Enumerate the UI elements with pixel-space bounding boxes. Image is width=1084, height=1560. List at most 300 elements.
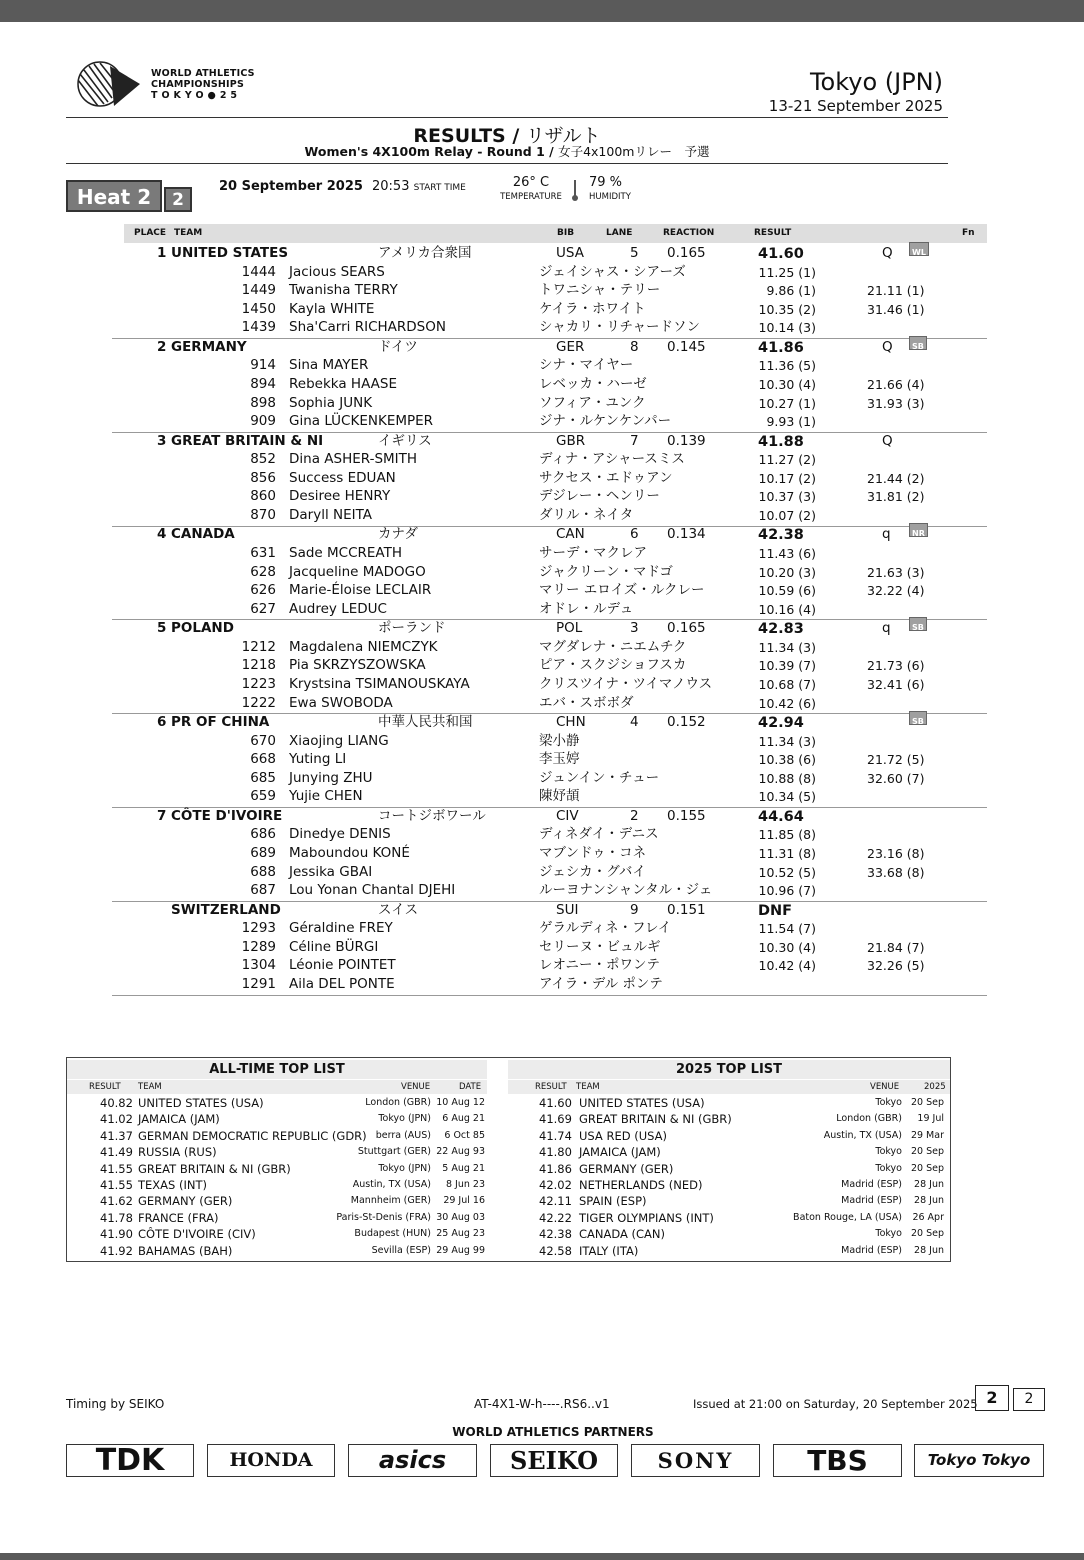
- subtitle-divider: [66, 163, 948, 164]
- all-time-header: RESULT TEAM VENUE DATE: [67, 1080, 487, 1094]
- top-list-team: CÔTE D'IVOIRE (CIV): [138, 1227, 256, 1242]
- athlete-bib: 1289: [241, 938, 276, 955]
- athlete-name-jp: エバ・スボボダ: [539, 694, 634, 711]
- team-row: [0, 713, 1084, 732]
- athlete-split: 9.93 (1): [766, 414, 816, 430]
- athlete-split: 10.38 (6): [758, 752, 816, 768]
- athlete-split: 10.39 (7): [758, 658, 816, 674]
- sponsor-sony: SONY: [631, 1444, 760, 1477]
- top-list-team: FRANCE (FRA): [138, 1210, 219, 1225]
- athlete-row: [0, 656, 1084, 675]
- qualification-mark: Q: [882, 245, 893, 261]
- athlete-name: Jacious SEARS: [289, 263, 385, 280]
- top-list-team: NETHERLANDS (NED): [579, 1178, 703, 1192]
- athlete-name: Aila DEL PONTE: [289, 976, 395, 992]
- top-list-venue: Austin, TX (USA): [823, 1129, 902, 1141]
- top-list-row: [67, 1243, 487, 1259]
- athlete-row: [0, 394, 1084, 413]
- top-list-row: [67, 1128, 487, 1144]
- top-list-result: 42.22: [539, 1210, 572, 1225]
- athlete-bib: 1223: [241, 676, 276, 692]
- athlete-split: 11.34 (3): [758, 733, 816, 749]
- top-list-venue: Madrid (ESP): [841, 1244, 902, 1256]
- team-lane: 6: [630, 526, 639, 543]
- top-list-date: 10 Aug 12: [436, 1097, 485, 1108]
- top-list-date: 26 Apr: [912, 1211, 944, 1223]
- top-list-venue: London (GBR): [836, 1113, 902, 1125]
- athlete-name: Desiree HENRY: [289, 488, 391, 505]
- athlete-name: Marie-Éloise LECLAIR: [289, 582, 432, 599]
- athlete-name-jp: ゲラルディネ・フレイ: [539, 920, 672, 937]
- athlete-split: 10.52 (5): [758, 864, 816, 880]
- top-list-row: [508, 1243, 950, 1259]
- athlete-name: Krystsina TSIMANOUSKAYA: [289, 676, 470, 692]
- athlete-cumulative: 31.93 (3): [867, 395, 925, 411]
- team-name-jp: イギリス: [378, 432, 432, 449]
- top-list-venue: Baton Rouge, LA (USA): [793, 1211, 902, 1223]
- athlete-name-jp: ジェイシャス・シアーズ: [539, 263, 686, 280]
- top-list-team: UNITED STATES (USA): [138, 1096, 264, 1110]
- athlete-bib: 1449: [241, 282, 276, 299]
- top-list-row: [508, 1128, 950, 1144]
- athlete-bib: 687: [250, 882, 276, 899]
- athlete-bib: 627: [250, 600, 276, 617]
- team-lane: 3: [630, 620, 639, 637]
- athlete-row: [0, 581, 1084, 600]
- top-list-row: [508, 1210, 950, 1226]
- top-list-result: 41.62: [100, 1194, 133, 1209]
- team-reaction: 0.165: [667, 245, 706, 261]
- top-list-row: [508, 1095, 950, 1111]
- team-place: 3: [157, 432, 167, 449]
- team-lane: 4: [630, 714, 639, 730]
- top-list-date: 19 Jul: [917, 1113, 944, 1125]
- athlete-row: [0, 506, 1084, 525]
- athlete-name: Ewa SWOBODA: [289, 694, 393, 711]
- team-reaction: 0.165: [667, 620, 706, 637]
- top-list-result: 42.02: [539, 1178, 572, 1192]
- athlete-bib: 1304: [241, 957, 276, 974]
- athlete-name-jp: 陳妤頡: [539, 788, 580, 805]
- team-row: [0, 432, 1084, 451]
- athlete-name-jp: レオニー・ポワンテ: [539, 957, 660, 974]
- athlete-split: 11.31 (8): [758, 846, 816, 861]
- athlete-row: [0, 844, 1084, 863]
- team-lane: 7: [630, 432, 639, 449]
- team-reaction: 0.145: [667, 338, 706, 355]
- athlete-split: 10.88 (8): [758, 770, 816, 786]
- team-reaction: 0.155: [667, 807, 706, 824]
- all-time-top-list: [67, 1058, 487, 1261]
- qualification-mark: Q: [882, 338, 893, 355]
- top-list-row: [508, 1111, 950, 1127]
- athlete-row: [0, 675, 1084, 694]
- top-list-result: 41.69: [539, 1112, 572, 1127]
- top-list-row: [67, 1144, 487, 1160]
- sponsor-tokyo-tokyo: Tokyo Tokyo: [914, 1444, 1044, 1477]
- athlete-split: 11.43 (6): [758, 546, 816, 561]
- athlete-bib: 856: [250, 469, 276, 486]
- page-number: 2: [975, 1385, 1009, 1411]
- athlete-name-jp: デジレー・ヘンリー: [539, 488, 660, 505]
- top-list-date: 5 Aug 21: [442, 1162, 485, 1174]
- top-list-team: TEXAS (INT): [138, 1178, 207, 1192]
- athlete-name-jp: ダリル・ネイタ: [539, 507, 634, 523]
- athlete-name: Kayla WHITE: [289, 300, 375, 317]
- top-list-venue: Budapest (HUN): [354, 1228, 431, 1240]
- top-list-date: 29 Aug 99: [436, 1244, 485, 1256]
- athlete-name: Dina ASHER-SMITH: [289, 451, 418, 468]
- athlete-bib: 1212: [241, 638, 276, 655]
- top-list-result: 41.37: [100, 1128, 133, 1143]
- top-list-date: 28 Jun: [914, 1195, 944, 1207]
- athlete-name-jp: ジュンイン・チュー: [539, 769, 660, 786]
- top-list-venue: Madrid (ESP): [841, 1195, 902, 1207]
- team-row: [0, 338, 1084, 357]
- athlete-bib: 898: [250, 394, 276, 411]
- athlete-cumulative: 21.44 (2): [867, 470, 925, 486]
- top-list-team: GREAT BRITAIN & NI (GBR): [138, 1161, 291, 1176]
- athlete-row: [0, 975, 1084, 994]
- athlete-row: [0, 318, 1084, 337]
- athlete-split: 10.42 (4): [758, 958, 816, 974]
- team-country: CHN: [556, 714, 586, 730]
- record-badge: SB: [909, 617, 927, 631]
- athlete-cumulative: 32.26 (5): [867, 958, 925, 974]
- athlete-bib: 668: [250, 751, 276, 768]
- team-row: [0, 525, 1084, 544]
- top-border: [0, 0, 1084, 22]
- team-name: GREAT BRITAIN & NI: [171, 432, 324, 449]
- team-reaction: 0.139: [667, 432, 706, 449]
- humidity: 79 % HUMIDITY: [589, 175, 631, 202]
- athlete-row: [0, 638, 1084, 657]
- top-list-result: 41.55: [100, 1161, 133, 1176]
- athlete-name-jp: シャカリ・リチャードソン: [539, 319, 701, 336]
- top-list-row: [67, 1177, 487, 1193]
- team-country: POL: [556, 620, 583, 637]
- athlete-bib: 685: [250, 769, 276, 786]
- athlete-split: 10.16 (4): [758, 601, 816, 617]
- athlete-name: Yujie CHEN: [289, 788, 363, 805]
- qualification-mark: q: [882, 620, 891, 637]
- athlete-split: 10.35 (2): [758, 301, 816, 317]
- athlete-split: 10.37 (3): [758, 489, 816, 505]
- top-list-row: [508, 1177, 950, 1193]
- athlete-row: [0, 469, 1084, 488]
- top-list-team: GREAT BRITAIN & NI (GBR): [579, 1112, 732, 1127]
- top-list-team: USA RED (USA): [579, 1128, 667, 1143]
- athlete-bib: 689: [250, 845, 276, 861]
- athlete-name-jp: マブンドゥ・コネ: [539, 845, 647, 861]
- top-list-team: GERMANY (GER): [579, 1161, 674, 1176]
- team-name-jp: 中華人民共和国: [378, 714, 473, 730]
- start-time: 20:53 START TIME: [372, 179, 466, 194]
- athlete-cumulative: 23.16 (8): [867, 846, 925, 861]
- athlete-row: [0, 881, 1084, 900]
- athlete-name-jp: サクセス・エドゥアン: [539, 469, 673, 486]
- athlete-split: 10.59 (6): [758, 583, 816, 599]
- top-list-2025-header: RESULT TEAM VENUE 2025: [508, 1080, 950, 1094]
- athlete-name: Dinedye DENIS: [289, 826, 391, 843]
- page-total: 2: [1013, 1388, 1045, 1411]
- athlete-row: [0, 412, 1084, 431]
- athlete-name: Daryll NEITA: [289, 507, 373, 523]
- athlete-split: 10.14 (3): [758, 320, 816, 336]
- athlete-name: Lou Yonan Chantal DJEHI: [289, 882, 456, 899]
- top-list-date: 20 Sep: [910, 1097, 944, 1108]
- team-reaction: 0.134: [667, 526, 706, 543]
- team-place: 2: [157, 338, 167, 355]
- event-subtitle: Women's 4X100m Relay - Round 1 / 女子4x100mリレー 予選: [304, 144, 710, 159]
- team-name: UNITED STATES: [171, 245, 289, 261]
- athlete-row: [0, 750, 1084, 769]
- top-list-row: [508, 1193, 950, 1209]
- sponsor-seiko: SEIKO: [490, 1444, 618, 1477]
- event-dates: 13-21 September 2025: [768, 97, 943, 115]
- team-country: SUI: [556, 901, 579, 918]
- top-list-row: [508, 1144, 950, 1160]
- top-list-date: 30 Aug 03: [436, 1211, 485, 1223]
- team-result: 41.86: [758, 339, 804, 356]
- athlete-split: 11.25 (1): [758, 264, 816, 280]
- athlete-cumulative: 21.73 (6): [867, 658, 925, 674]
- team-row: [0, 807, 1084, 826]
- athlete-bib: 1218: [241, 657, 276, 674]
- athlete-split: 10.30 (4): [758, 377, 816, 392]
- athlete-name: Audrey LEDUC: [289, 600, 387, 617]
- team-separator: [112, 995, 987, 996]
- athlete-name-jp: ディネダイ・デニス: [539, 826, 659, 843]
- team-result: 42.83: [758, 621, 804, 638]
- athlete-name-jp: ディナ・アシャースミス: [539, 451, 685, 468]
- athlete-row: [0, 356, 1084, 375]
- sponsor-asics: asics: [348, 1444, 477, 1477]
- team-name: CANADA: [171, 526, 235, 543]
- athlete-name: Yuting LI: [289, 751, 347, 768]
- record-badge: WL: [909, 242, 929, 256]
- athlete-name-jp: トワニシャ・テリー: [539, 282, 661, 299]
- heat-label: Heat 2: [66, 180, 162, 212]
- athlete-bib: 894: [250, 376, 276, 392]
- athlete-name: Gina LÜCKENKEMPER: [289, 413, 434, 430]
- top-list-result: 40.82: [100, 1096, 133, 1110]
- athlete-row: [0, 375, 1084, 394]
- championships-logo-text: WORLD ATHLETICS CHAMPIONSHIPS TOKYO●25: [151, 68, 255, 101]
- athlete-bib: 659: [250, 788, 276, 805]
- athlete-name-jp: ルーヨナンシャンタル・ジェ: [539, 882, 713, 899]
- record-badge: NR: [909, 523, 928, 537]
- top-list-team: SPAIN (ESP): [579, 1194, 647, 1209]
- athlete-name-jp: 梁小静: [539, 732, 580, 749]
- athlete-name: Léonie POINTET: [289, 957, 396, 974]
- team-name-jp: アメリカ合衆国: [378, 245, 472, 261]
- document-code: AT-4X1-W-h----.RS6..v1: [474, 1397, 610, 1411]
- top-list-venue: Tokyo (JPN): [378, 1113, 431, 1125]
- team-result: 41.88: [758, 433, 804, 450]
- top-list-team: UNITED STATES (USA): [579, 1096, 705, 1110]
- athlete-bib: 626: [250, 582, 276, 599]
- athlete-name: Pia SKRZYSZOWSKA: [289, 657, 426, 674]
- top-list-date: 20 Sep: [910, 1162, 944, 1174]
- thermometer-icon: [572, 180, 578, 202]
- heat-number: 2: [164, 187, 192, 212]
- top-list-result: 42.38: [539, 1227, 572, 1242]
- athlete-name: Magdalena NIEMCZYK: [289, 638, 438, 655]
- athlete-row: [0, 281, 1084, 300]
- athlete-split: 10.30 (4): [758, 939, 816, 955]
- championships-logo-icon: [70, 60, 142, 108]
- athlete-row: [0, 787, 1084, 806]
- top-lists-box: [66, 1057, 951, 1262]
- top-list-venue: Tokyo: [875, 1097, 902, 1108]
- athlete-bib: 1444: [241, 263, 276, 280]
- athlete-name: Jacqueline MADOGO: [289, 563, 426, 580]
- athlete-row: [0, 938, 1084, 957]
- top-list-result: 42.58: [539, 1243, 572, 1258]
- athlete-name-jp: セリーヌ・ビュルギ: [539, 938, 661, 955]
- athlete-split: 11.85 (8): [758, 827, 816, 843]
- athlete-name: Céline BÜRGI: [289, 938, 379, 955]
- sponsor-honda: HONDA: [207, 1444, 335, 1477]
- athlete-name-jp: シナ・マイヤー: [539, 357, 634, 374]
- team-row: [0, 619, 1084, 638]
- team-name-jp: コートジボワール: [378, 807, 486, 824]
- athlete-split: 11.34 (3): [758, 639, 816, 655]
- sponsor-tbs: TBS: [773, 1444, 902, 1477]
- team-country: GBR: [556, 432, 586, 449]
- athlete-row: [0, 956, 1084, 975]
- athlete-name: Jessika GBAI: [289, 863, 373, 880]
- top-list-team: BAHAMAS (BAH): [138, 1243, 233, 1258]
- top-list-result: 41.78: [100, 1210, 133, 1225]
- timing-credit: Timing by SEIKO: [66, 1397, 165, 1411]
- top-list-date: 20 Sep: [910, 1146, 944, 1158]
- athlete-split: 11.27 (2): [758, 452, 816, 468]
- athlete-bib: 914: [250, 357, 276, 374]
- athlete-name: Sha'Carri RICHARDSON: [289, 319, 446, 336]
- top-list-date: 6 Oct 85: [444, 1129, 485, 1141]
- top-list-result: 41.74: [539, 1128, 572, 1143]
- athlete-row: [0, 863, 1084, 882]
- top-list-venue: Paris-St-Denis (FRA): [336, 1211, 431, 1223]
- top-list-venue: berra (AUS): [375, 1129, 431, 1141]
- athlete-name-jp: アイラ・デル ポンテ: [539, 976, 663, 992]
- top-list-date: 29 Mar: [910, 1129, 944, 1141]
- team-place: 7: [157, 807, 167, 824]
- athlete-name-jp: ジェシカ・グバイ: [539, 863, 646, 880]
- athlete-split: 10.68 (7): [758, 677, 816, 692]
- athlete-row: [0, 487, 1084, 506]
- athlete-split: 10.96 (7): [758, 883, 816, 899]
- athlete-bib: 1291: [241, 976, 276, 992]
- athlete-cumulative: 21.63 (3): [867, 564, 925, 580]
- athlete-name-jp: ピア・スクジショフスカ: [539, 657, 687, 674]
- top-list-2025: [508, 1058, 950, 1261]
- top-list-team: RUSSIA (RUS): [138, 1145, 217, 1160]
- athlete-name-jp: マリー エロイズ・ルクレー: [539, 582, 705, 599]
- top-list-result: 41.49: [100, 1145, 133, 1160]
- athlete-split: 11.54 (7): [758, 921, 816, 937]
- qualification-mark: q: [882, 526, 891, 543]
- team-result: 42.38: [758, 527, 804, 544]
- team-lane: 5: [630, 245, 639, 261]
- top-list-venue: London (GBR): [365, 1097, 431, 1108]
- team-result: 41.60: [758, 246, 804, 262]
- top-list-row: [67, 1111, 487, 1127]
- athlete-cumulative: 21.72 (5): [867, 752, 925, 768]
- top-list-team: TIGER OLYMPIANS (INT): [579, 1210, 714, 1225]
- athlete-bib: 860: [250, 488, 276, 505]
- athlete-name: Twanisha TERRY: [289, 282, 398, 299]
- athlete-cumulative: 21.11 (1): [867, 283, 925, 299]
- athlete-split: 10.17 (2): [758, 470, 816, 486]
- athlete-name-jp: ソフィア・ユンク: [539, 394, 646, 411]
- team-country: CIV: [556, 807, 579, 824]
- team-reaction: 0.152: [667, 714, 706, 730]
- top-list-2025-title: 2025 TOP LIST: [508, 1060, 950, 1079]
- top-list-venue: Tokyo: [875, 1162, 902, 1174]
- team-lane: 2: [630, 807, 639, 824]
- top-list-team: JAMAICA (JAM): [579, 1145, 661, 1160]
- team-name: POLAND: [171, 620, 234, 637]
- athlete-bib: 1293: [241, 920, 276, 937]
- athlete-name: Sophia JUNK: [289, 394, 373, 411]
- top-list-result: 41.55: [100, 1178, 133, 1192]
- athlete-name: Junying ZHU: [289, 769, 373, 786]
- issued-at: Issued at 21:00 on Saturday, 20 September 2025: [693, 1397, 978, 1411]
- top-list-date: 28 Jun: [914, 1244, 944, 1256]
- athlete-row: [0, 694, 1084, 713]
- athlete-name: Sade MCCREATH: [289, 545, 403, 561]
- top-list-venue: Austin, TX (USA): [352, 1179, 431, 1190]
- top-list-date: 8 Jun 23: [445, 1179, 485, 1190]
- top-list-result: 41.86: [539, 1161, 572, 1176]
- top-list-row: [67, 1226, 487, 1242]
- athlete-split: 11.36 (5): [758, 358, 816, 374]
- athlete-cumulative: 21.66 (4): [867, 377, 925, 392]
- athlete-name: Success EDUAN: [289, 469, 396, 486]
- top-list-result: 41.90: [100, 1227, 133, 1242]
- top-list-venue: Mannheim (GER): [350, 1195, 431, 1207]
- athlete-name-jp: オドレ・ルデュ: [539, 600, 634, 617]
- athlete-split: 10.07 (2): [758, 508, 816, 523]
- results-table-header: PLACE TEAM BIB LANE REACTION RESULT Fn: [124, 224, 987, 243]
- athlete-name-jp: ケイラ・ホワイト: [539, 300, 646, 317]
- athlete-cumulative: 33.68 (8): [867, 864, 925, 880]
- team-reaction: 0.151: [667, 901, 706, 918]
- team-place: 6: [157, 714, 167, 730]
- team-country: USA: [556, 245, 584, 261]
- athlete-split: 9.86 (1): [766, 283, 816, 299]
- athlete-bib: 909: [250, 413, 276, 430]
- athlete-row: [0, 600, 1084, 619]
- partners-title: WORLD ATHLETICS PARTNERS: [452, 1425, 654, 1439]
- top-list-date: 25 Aug 23: [436, 1228, 485, 1240]
- athlete-row: [0, 544, 1084, 563]
- top-list-result: 41.92: [100, 1243, 133, 1258]
- team-name-jp: ポーランド: [378, 620, 446, 637]
- top-list-result: 42.11: [539, 1194, 572, 1209]
- athlete-row: [0, 563, 1084, 582]
- athlete-bib: 628: [250, 563, 276, 580]
- athlete-row: [0, 825, 1084, 844]
- athlete-bib: 1222: [241, 694, 276, 711]
- top-list-venue: Stuttgart (GER): [357, 1146, 431, 1158]
- top-list-team: GERMANY (GER): [138, 1194, 233, 1209]
- team-row: [0, 244, 1084, 263]
- top-list-row: [67, 1095, 487, 1111]
